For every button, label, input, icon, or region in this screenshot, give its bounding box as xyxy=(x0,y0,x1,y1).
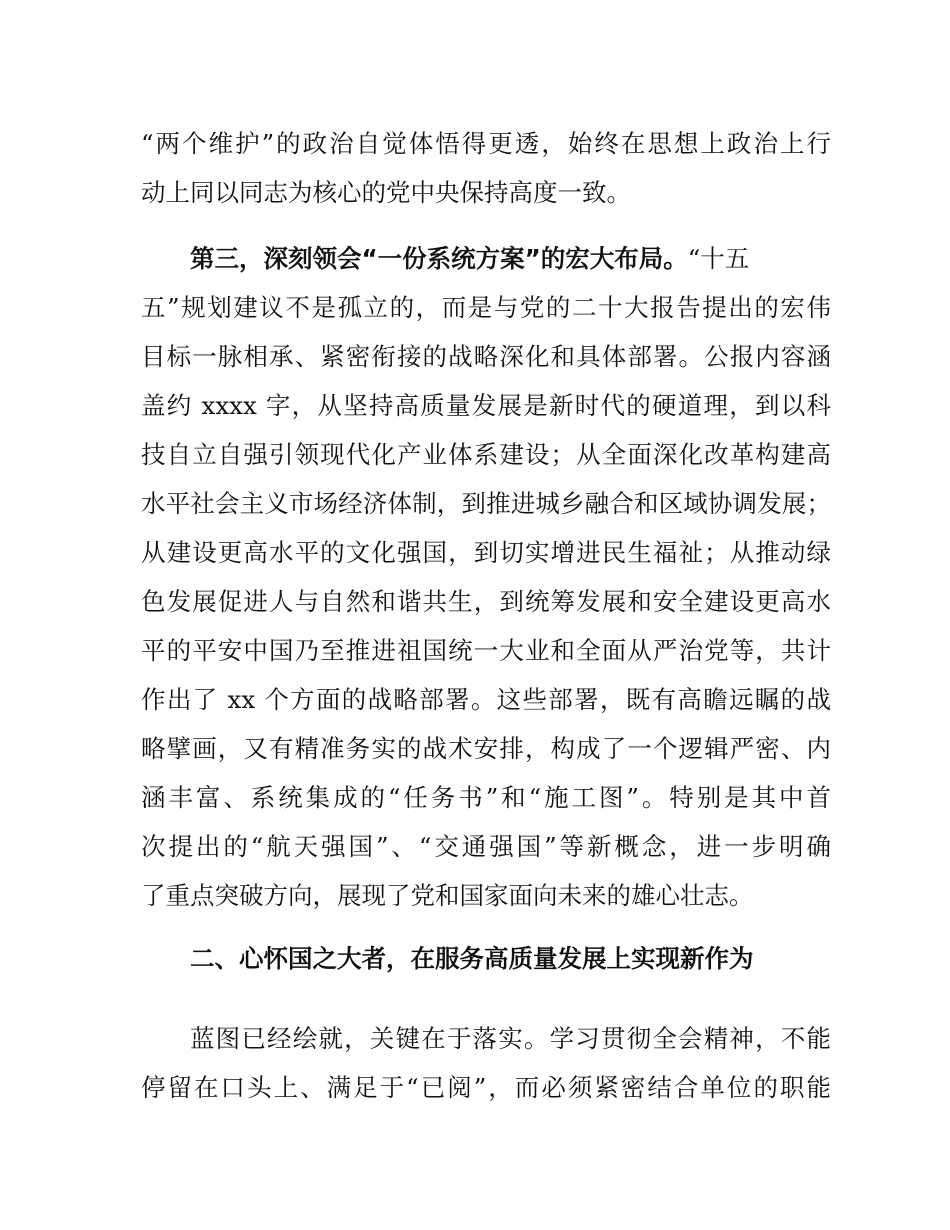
text-line: “两个维护”的政治自觉体悟得更透，始终在思想上政治上行 xyxy=(141,129,831,158)
text-line: 从建设更高水平的文化强国，到切实增进民生福祉；从推动绿 xyxy=(141,538,831,567)
text-line: 了重点突破方向，展现了党和国家面向未来的雄心壮志。 xyxy=(141,881,754,910)
text-line: 次提出的“航天强国”、“交通强国”等新概念，进一步明确 xyxy=(141,832,831,861)
text-line: 色发展促进人与自然和谐共生，到统筹发展和安全建设更高水 xyxy=(141,587,831,616)
text-line: 五”规划建议不是孤立的，而是与党的二十大报告提出的宏伟 xyxy=(141,293,831,322)
paragraph-third-point xyxy=(141,234,831,920)
section-heading xyxy=(141,934,831,983)
paragraph-implementation xyxy=(141,1014,831,1112)
paragraph-two-safeguards xyxy=(141,119,831,217)
text-span: “十五 xyxy=(687,244,750,273)
document-page xyxy=(141,119,831,1112)
text-line: 作出了 xx 个方面的战略部署。这些部署，既有高瞻远瞩的战 xyxy=(141,685,831,714)
text-line: 涵丰富、系统集成的“任务书”和“施工图”。特别是其中首 xyxy=(141,783,831,812)
text-line: 蓝图已经绘就，关键在于落实。学习贯彻全会精神，不能 xyxy=(190,1024,831,1053)
text-line: 略擘画，又有精准务实的战术安排，构成了一个逻辑严密、内 xyxy=(141,734,831,763)
paragraph-lead-heading: 第三，深刻领会“一份系统方案”的宏大布局。 xyxy=(190,244,688,273)
text-line: 目标一脉相承、紧密衔接的战略深化和具体部署。公报内容涵 xyxy=(141,342,831,371)
text-line: 停留在口头上、满足于“已阅”，而必须紧密结合单位的职能 xyxy=(141,1073,831,1102)
section-heading-text: 二、心怀国之大者，在服务高质量发展上实现新作为 xyxy=(190,944,754,973)
text-line: 技自立自强引领现代化产业体系建设；从全面深化改革构建高 xyxy=(141,440,831,469)
text-line: 动上同以同志为核心的党中央保持高度一致。 xyxy=(141,178,631,207)
text-line: 盖约 xxxx 字，从坚持高质量发展是新时代的硬道理，到以科 xyxy=(141,391,831,420)
text-line xyxy=(141,234,831,283)
text-line: 水平社会主义市场经济体制，到推进城乡融合和区域协调发展； xyxy=(141,489,831,518)
text-line: 平的平安中国乃至推进祖国统一大业和全面从严治党等，共计 xyxy=(141,636,831,665)
